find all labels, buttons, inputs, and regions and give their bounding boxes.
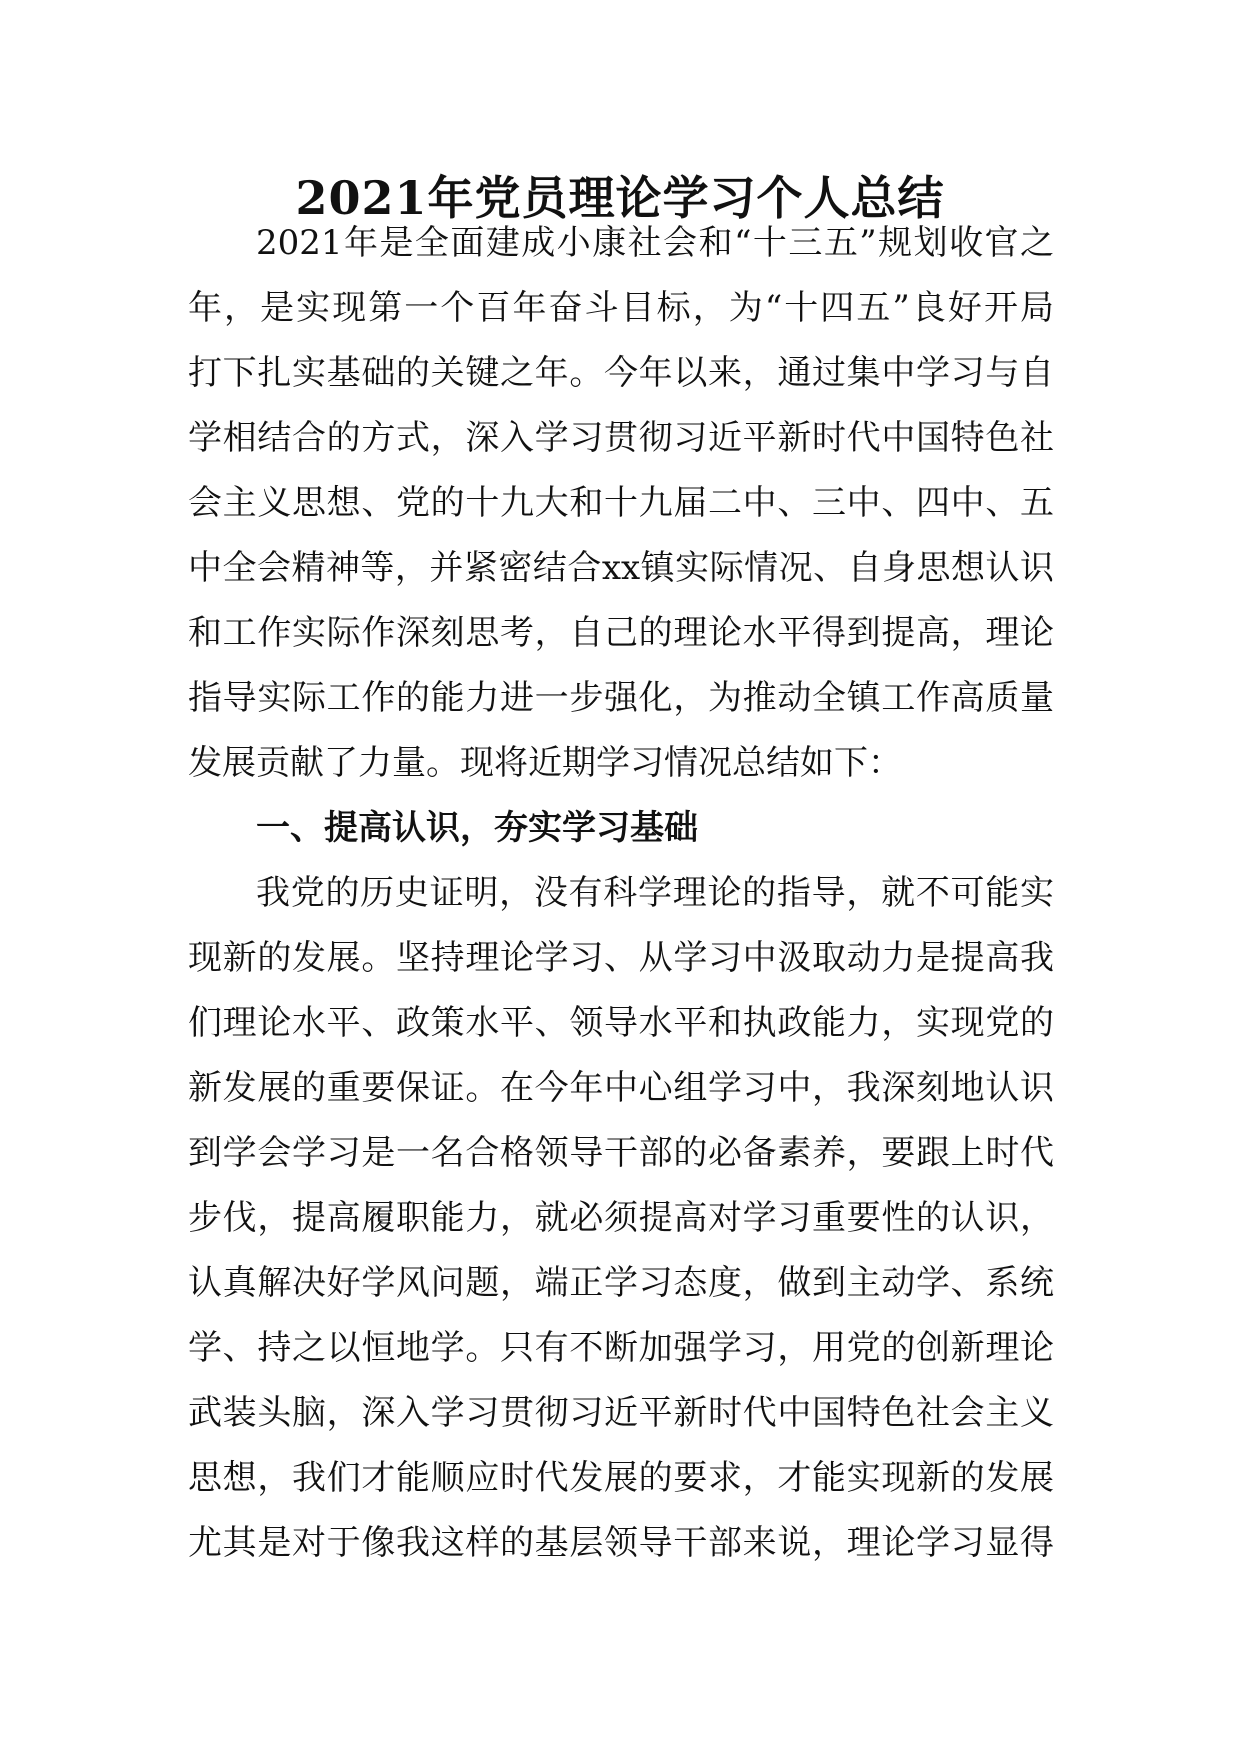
paragraph-line: 认真解决好学风问题，端正学习态度，做到主动学、系统 [188, 1263, 1054, 1303]
paragraph-line: 和工作实际作深刻思考，自己的理论水平得到提高，理论 [188, 613, 1054, 653]
document-title: 2021年党员理论学习个人总结 [295, 171, 945, 225]
paragraph-line: 指导实际工作的能力进一步强化，为推动全镇工作高质量 [188, 678, 1054, 718]
paragraph-line: 我党的历史证明，没有科学理论的指导，就不可能实 [256, 873, 1054, 913]
paragraph-line: 学、持之以恒地学。只有不断加强学习，用党的创新理论 [188, 1328, 1054, 1368]
section-heading: 一、提高认识，夯实学习基础 [256, 808, 698, 848]
paragraph-line: 打下扎实基础的关键之年。今年以来，通过集中学习与自 [188, 353, 1054, 393]
paragraph-line: 步伐，提高履职能力，就必须提高对学习重要性的认识， [188, 1198, 1054, 1238]
paragraph-line: 会主义思想、党的十九大和十九届二中、三中、四中、五 [188, 483, 1054, 523]
paragraph-line: 新发展的重要保证。在今年中心组学习中，我深刻地认识 [188, 1068, 1054, 1108]
paragraph-line: 尤其是对于像我这样的基层领导干部来说，理论学习显得 [188, 1523, 1054, 1563]
paragraph-line: 中全会精神等，并紧密结合xx镇实际情况、自身思想认识 [188, 548, 1054, 588]
paragraph-intro [188, 211, 1054, 1576]
paragraph-line: 年，是实现第一个百年奋斗目标，为“十四五”良好开局 [188, 288, 1054, 328]
paragraph-line: 发展贡献了力量。现将近期学习情况总结如下： [188, 743, 902, 783]
paragraph-line: 思想，我们才能顺应时代发展的要求，才能实现新的发展 [188, 1458, 1054, 1498]
paragraph-line: 2021年是全面建成小康社会和“十三五”规划收官之 [256, 223, 1054, 263]
paragraph-line: 到学会学习是一名合格领导干部的必备素养，要跟上时代 [188, 1133, 1054, 1173]
paragraph-line: 现新的发展。坚持理论学习、从学习中汲取动力是提高我 [188, 938, 1054, 978]
paragraph-line: 武装头脑，深入学习贯彻习近平新时代中国特色社会主义 [188, 1393, 1054, 1433]
paragraph-line: 们理论水平、政策水平、领导水平和执政能力，实现党的 [188, 1003, 1054, 1043]
paragraph-line: 学相结合的方式，深入学习贯彻习近平新时代中国特色社 [188, 418, 1054, 458]
